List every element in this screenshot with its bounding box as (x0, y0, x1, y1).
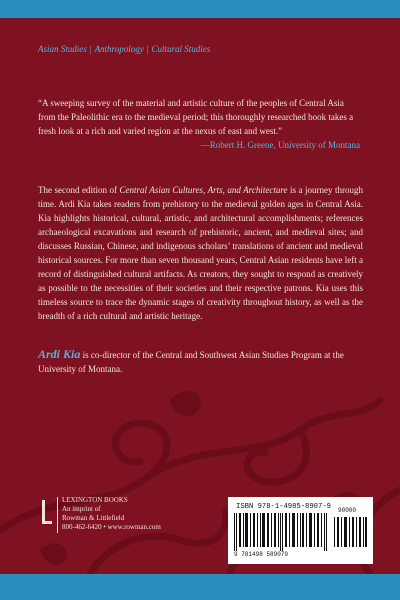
publisher-name: LEXINGTON BOOKS (62, 496, 128, 504)
subject-categories (38, 44, 368, 54)
book-description (38, 183, 363, 323)
endorser-affiliation: University of Montana (278, 140, 360, 150)
price-code: 90000 (338, 507, 357, 514)
publisher-imprint-line2: Rowman & Littlefield (62, 514, 125, 522)
price-barcode (334, 513, 368, 547)
publisher-logo-icon (40, 498, 54, 528)
isbn-number: ISBN 978-1-4985-8907-9 (236, 503, 331, 511)
top-color-band (0, 0, 400, 18)
barcode-label (228, 497, 373, 564)
publisher-text (62, 496, 161, 532)
book-title: Central Asian Cultures, Arts, and Architecture (119, 185, 288, 195)
subject-anthropology: Anthropology (94, 44, 144, 54)
barcode-digits: 9 781498 589079 (234, 551, 289, 558)
author-name: Ardi Kia (38, 347, 81, 361)
publisher-contact: 800-462-6420 • www.rowman.com (62, 523, 161, 531)
publisher-imprint-line1: An imprint of (62, 505, 101, 513)
description-lead: The second edition of (38, 185, 120, 195)
subject-asian-studies: Asian Studies (38, 44, 87, 54)
description-body: is a journey through time. Ardi Kia takes readers from prehistory to the medieval golden ages in Central Asia. Kia highlights historical, cultural, artistic, and architectural accomplishments; references archaeological excavations and research of prehistoric, ancient, and medieval sites; and discusses Russian, Chinese, and indigenous scholars’ translations of ancient and medieval historical sources. For more than seven thousand years, Central Asian residents have left a record of distinguished cultural artifacts. As creators, they sought to respond as creatively as possible to the necessities of their societies and their respective patrons. Kia uses this timeless source to trace the dynamic stages of creativity throughout history, as well as the breadth of a rich cultural and artistic heritage. (38, 185, 363, 321)
endorsement-quote: “A sweeping survey of the material and artistic culture of the peoples of Central Asia from the Paleolithic era to the medieval period; this thoroughly researched book takes a fresh look at a rich and varied region at the nexus of east and west.” (38, 98, 354, 136)
subject-separator: | (146, 44, 149, 54)
endorser-name: —Robert H. Greene, (200, 140, 276, 150)
author-bio (38, 347, 368, 376)
subject-cultural-studies: Cultural Studies (151, 44, 211, 54)
endorsement-attribution (201, 140, 360, 150)
publisher-divider (57, 497, 58, 533)
author-bio-text: is co-director of the Central and Southwest Asian Studies Program at the University of Montana. (38, 350, 344, 374)
isbn-barcode (234, 513, 330, 551)
subject-separator: | (89, 44, 92, 54)
bottom-color-band (0, 574, 400, 600)
